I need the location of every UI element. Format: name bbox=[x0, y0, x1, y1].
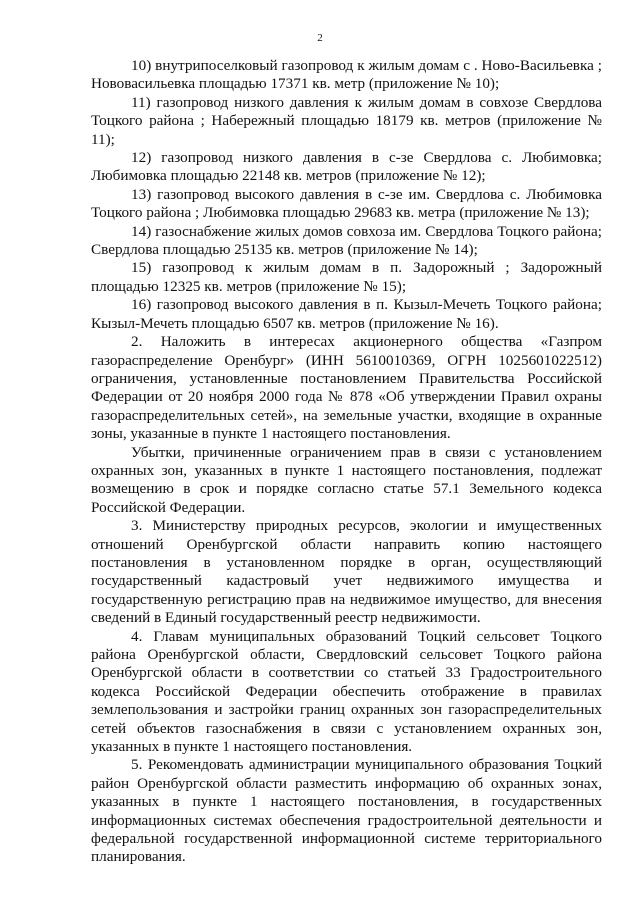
page-number: 2 bbox=[317, 32, 323, 44]
clause-3: 3. Министерству природных ресурсов, экологии и имущественных отношений Оренбургской области направить копию настоящего постановления в установленном порядке в орган, осуществляющий государственный кадастровый учет недвижимого имущества и государственную регистрацию прав на недвижимое имущество, для внесения сведений в Единый государственный реестр недвижимости. bbox=[91, 517, 602, 627]
item-10: 10) внутрипоселковый газопровод к жилым домам с . Ново-Васильевка ; Нововасильевка площадью 17371 кв. метр (приложение № 10); bbox=[91, 57, 602, 93]
clause-2-losses: Убытки, причиненные ограничением прав в связи с установлением охранных зон, указанных в пункте 1 настоящего постановления, подлежат возмещению в срок и порядке согласно статье 57.1 Земельного кодекса Российской Федерации. bbox=[91, 443, 602, 516]
clause-5: 5. Рекомендовать администрации муниципального образования Тоцкий район Оренбургской области разместить информацию об охранных зонах, указанных в пункте 1 настоящего постановления, в государственных информационных системах обеспечения градостроительной деятельности и федеральной государственной информационной системе территориального планирования. bbox=[91, 756, 602, 866]
clause-2: 2. Наложить в интересах акционерного общества «Газпром газораспределение Оренбург» (ИНН 5610010369, ОГРН 1025601022512) ограничения, установленные постановлением Правительства Российской Федерации от 20 ноября 2000 года № 878 «Об утверждении Правил охраны газораспределительных сетей», на земельные участки, входящие в охранные зоны, указанные в пункте 1 настоящего постановления. bbox=[91, 333, 602, 443]
item-15: 15) газопровод к жилым домам в п. Задорожный ; Задорожный площадью 12325 кв. метров (приложение № 15); bbox=[91, 259, 602, 295]
document-body bbox=[91, 57, 602, 867]
item-13: 13) газопровод высокого давления в с-зе им. Свердлова с. Любимовка Тоцкого района ; Любимовка площадью 29683 кв. метра (приложение № 13); bbox=[91, 185, 602, 222]
item-14: 14) газоснабжение жилых домов совхоза им. Свердлова Тоцкого района; Свердлова площадью 25135 кв. метров (приложение № 14); bbox=[91, 222, 602, 259]
clause-4: 4. Главам муниципальных образований Тоцкий сельсовет Тоцкого района Оренбургской области, Свердловский сельсовет Тоцкого района Оренбургской области в соответствии со статьей 33 Градостроительного кодекса Российской Федерации обеспечить отображение в правилах землепользования и застройки границ охранных зон газораспределительных сетей объектов газоснабжения в связи с установлением охранных зон, указанных в пункте 1 настоящего постановления. bbox=[91, 627, 602, 756]
item-12: 12) газопровод низкого давления в с-зе Свердлова с. Любимовка; Любимовка площадью 22148 кв. метров (приложение № 12); bbox=[91, 149, 602, 185]
item-11: 11) газопровод низкого давления к жилым домам в совхозе Свердлова Тоцкого района ; Набережный площадью 18179 кв. метров (приложение № 11); bbox=[91, 93, 602, 148]
item-16: 16) газопровод высокого давления в п. Кызыл-Мечеть Тоцкого района; Кызыл-Мечеть площадью 6507 кв. метров (приложение № 16). bbox=[91, 296, 602, 332]
